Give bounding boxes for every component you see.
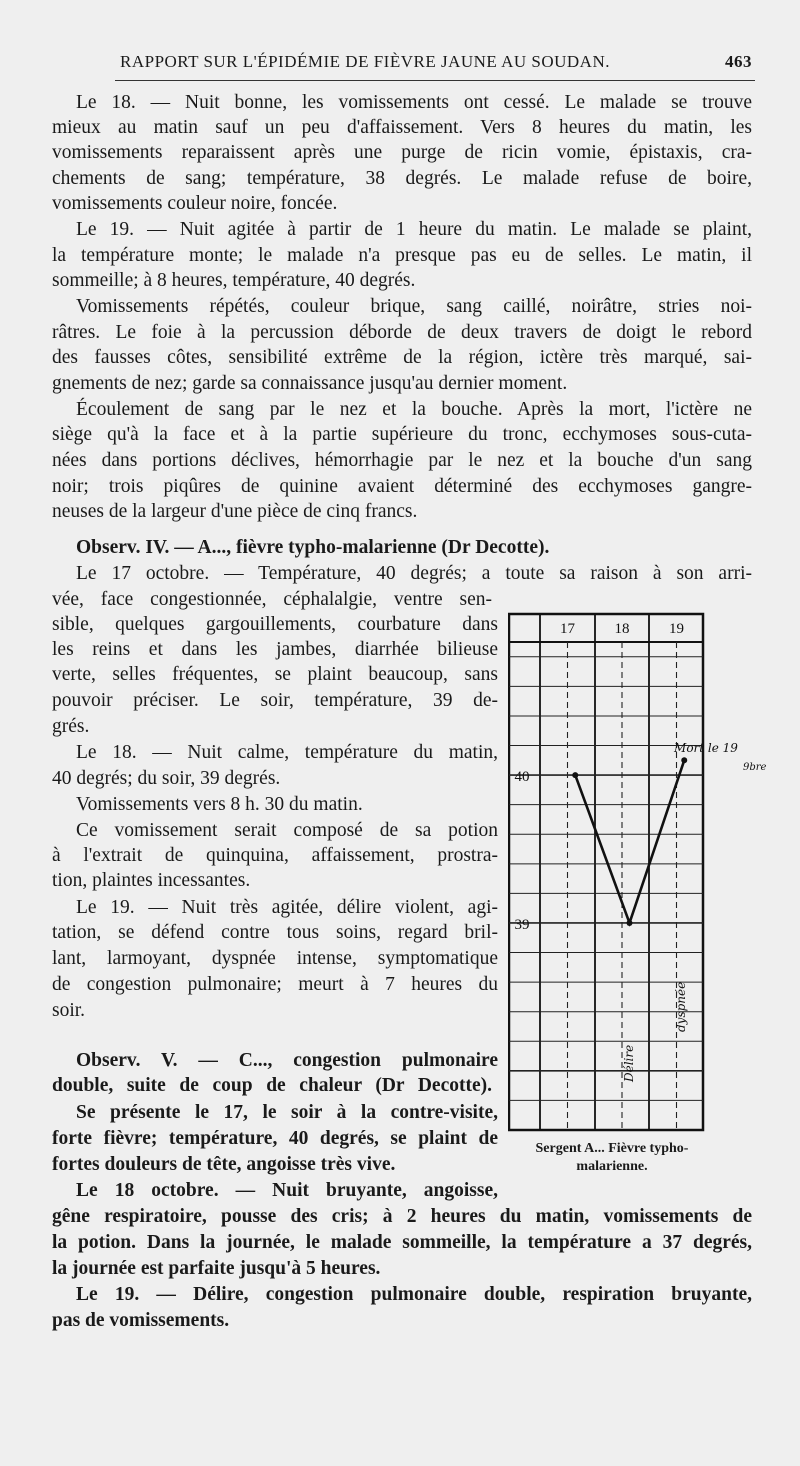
text-line: vomissements reparaissent après une purge de ricin vomie, épistaxis, cra- — [52, 142, 752, 163]
figure-caption — [512, 1140, 712, 1176]
text-line: Le 19. — Nuit agitée à partir de 1 heure du matin. Le malade se plaint, — [76, 219, 752, 240]
temperature-line — [575, 760, 684, 923]
text-line: grés. — [52, 716, 90, 737]
text-line: nées dans portions déclives, hémorrhagie par le nez et la bouche d'un sang — [52, 450, 752, 471]
text-line: soir. — [52, 1000, 86, 1021]
text-line: de congestion pulmonaire; meurt à 7 heures du — [52, 974, 498, 995]
text-line: neuses de la largeur d'une pièce de cinq francs. — [52, 501, 418, 522]
text-line: chements de sang; température, 38 degrés. Le malade refuse de boire, — [52, 168, 752, 189]
text-line: tion, plaintes incessantes. — [52, 870, 251, 891]
page-header — [112, 50, 752, 76]
text-line: 40 degrés; du soir, 39 degrés. — [52, 768, 281, 789]
running-title: RAPPORT SUR L'ÉPIDÉMIE DE FIÈVRE JAUNE AU SOUDAN. — [120, 52, 610, 71]
temperature-point — [627, 920, 633, 926]
caption-line-1: Sergent A... Fièvre typho- — [535, 1141, 689, 1156]
text-line: Observ. V. — C..., congestion pulmonaire — [76, 1050, 498, 1071]
text-line: Ce vomissement serait composé de sa potion — [76, 820, 498, 841]
text-line: Le 19. — Nuit très agitée, délire violent, agi- — [76, 897, 498, 918]
header-rule — [115, 80, 755, 81]
text-line: la journée est parfaite jusqu'à 5 heures. — [52, 1258, 381, 1279]
text-line: verte, selles fréquentes, se plaint beaucoup, sans — [52, 664, 498, 685]
text-line: Observ. IV. — A..., fièvre typho-malarienne (Dr Decotte). — [76, 537, 550, 558]
annotation-delirium: Délire — [622, 1044, 636, 1082]
text-line: Le 17 octobre. — Température, 40 degrés; a toute sa raison à son arri- — [76, 563, 752, 584]
text-line: Le 18. — Nuit calme, température du matin, — [76, 742, 498, 763]
text-line: Le 18. — Nuit bonne, les vomissements ont cessé. Le malade se trouve — [76, 92, 752, 113]
text-line: lant, larmoyant, dyspnée intense, symptomatique — [52, 948, 498, 969]
text-line: des fausses côtes, sensibilité extrême de la région, ictère très marqué, sai- — [52, 347, 752, 368]
text-line: vée, face congestionnée, céphalalgie, ventre sen- — [52, 589, 492, 610]
day-label: 17 — [560, 621, 575, 637]
text-line: tation, se défend contre tous soins, regard bril- — [52, 922, 498, 943]
text-line: la température monte; le malade n'a presque pas eu de selles. Le matin, il — [52, 245, 752, 266]
text-line: double, suite de coup de chaleur (Dr Decotte). — [52, 1075, 492, 1096]
text-line: râtres. Le foie à la percussion déborde de deux travers de doigt le rebord — [52, 322, 752, 343]
text-line: sommeille; à 8 heures, température, 40 degrés. — [52, 270, 416, 291]
text-line: sible, quelques gargouillements, courbature dans — [52, 614, 498, 635]
annotation-death: Mort le 19 — [674, 741, 738, 755]
text-line: vomissements couleur noire, foncée. — [52, 193, 338, 214]
annotation-dyspnea: dyspnée — [674, 981, 688, 1032]
annotation-month: 9bre — [743, 762, 767, 773]
text-line: forte fièvre; température, 40 degrés, se plaint de — [52, 1128, 498, 1149]
text-line: gnements de nez; garde sa connaissance jusqu'au dernier moment. — [52, 373, 568, 394]
text-line: la potion. Dans la journée, le malade sommeille, la température a 37 degrés, — [52, 1232, 752, 1253]
text-line: pouvoir préciser. Le soir, température, 39 de- — [52, 690, 498, 711]
temperature-chart — [508, 612, 768, 1132]
caption-line-2: malarienne. — [576, 1159, 648, 1174]
day-label: 18 — [614, 621, 630, 637]
text-line: mieux au matin sauf un peu d'affaissement. Vers 8 heures du matin, les — [52, 117, 752, 138]
chart-frame — [509, 614, 703, 1130]
y-tick-label: 39 — [514, 916, 530, 933]
text-line: les reins et dans les jambes, diarrhée bilieuse — [52, 639, 498, 660]
y-tick-label: 40 — [514, 769, 530, 786]
text-line: Le 19. — Délire, congestion pulmonaire double, respiration bruyante, — [76, 1284, 752, 1305]
text-line: noir; trois piqûres de quinine avaient déterminé des ecchymoses gangre- — [52, 476, 752, 497]
day-label: 19 — [669, 621, 684, 637]
text-line: gêne respiratoire, pousse des cris; à 2 heures du matin, vomissements de — [52, 1206, 752, 1227]
text-line: Se présente le 17, le soir à la contre-visite, — [76, 1102, 498, 1123]
text-line: siège qu'à la face et à la partie supérieure du tronc, ecchymoses sous-cuta- — [52, 424, 752, 445]
page-number: 463 — [725, 52, 752, 71]
text-line: à l'extrait de quinquina, affaissement, prostra- — [52, 845, 498, 866]
text-line: Le 18 octobre. — Nuit bruyante, angoisse, — [76, 1180, 498, 1201]
text-line: Vomissements vers 8 h. 30 du matin. — [76, 794, 363, 815]
temperature-point — [681, 757, 687, 763]
text-line: fortes douleurs de tête, angoisse très vive. — [52, 1154, 396, 1175]
text-line: Vomissements répétés, couleur brique, sang caillé, noirâtre, stries noi- — [76, 296, 752, 317]
text-line: Écoulement de sang par le nez et la bouche. Après la mort, l'ictère ne — [76, 399, 752, 420]
temperature-point — [572, 772, 578, 778]
text-line: pas de vomissements. — [52, 1310, 230, 1331]
